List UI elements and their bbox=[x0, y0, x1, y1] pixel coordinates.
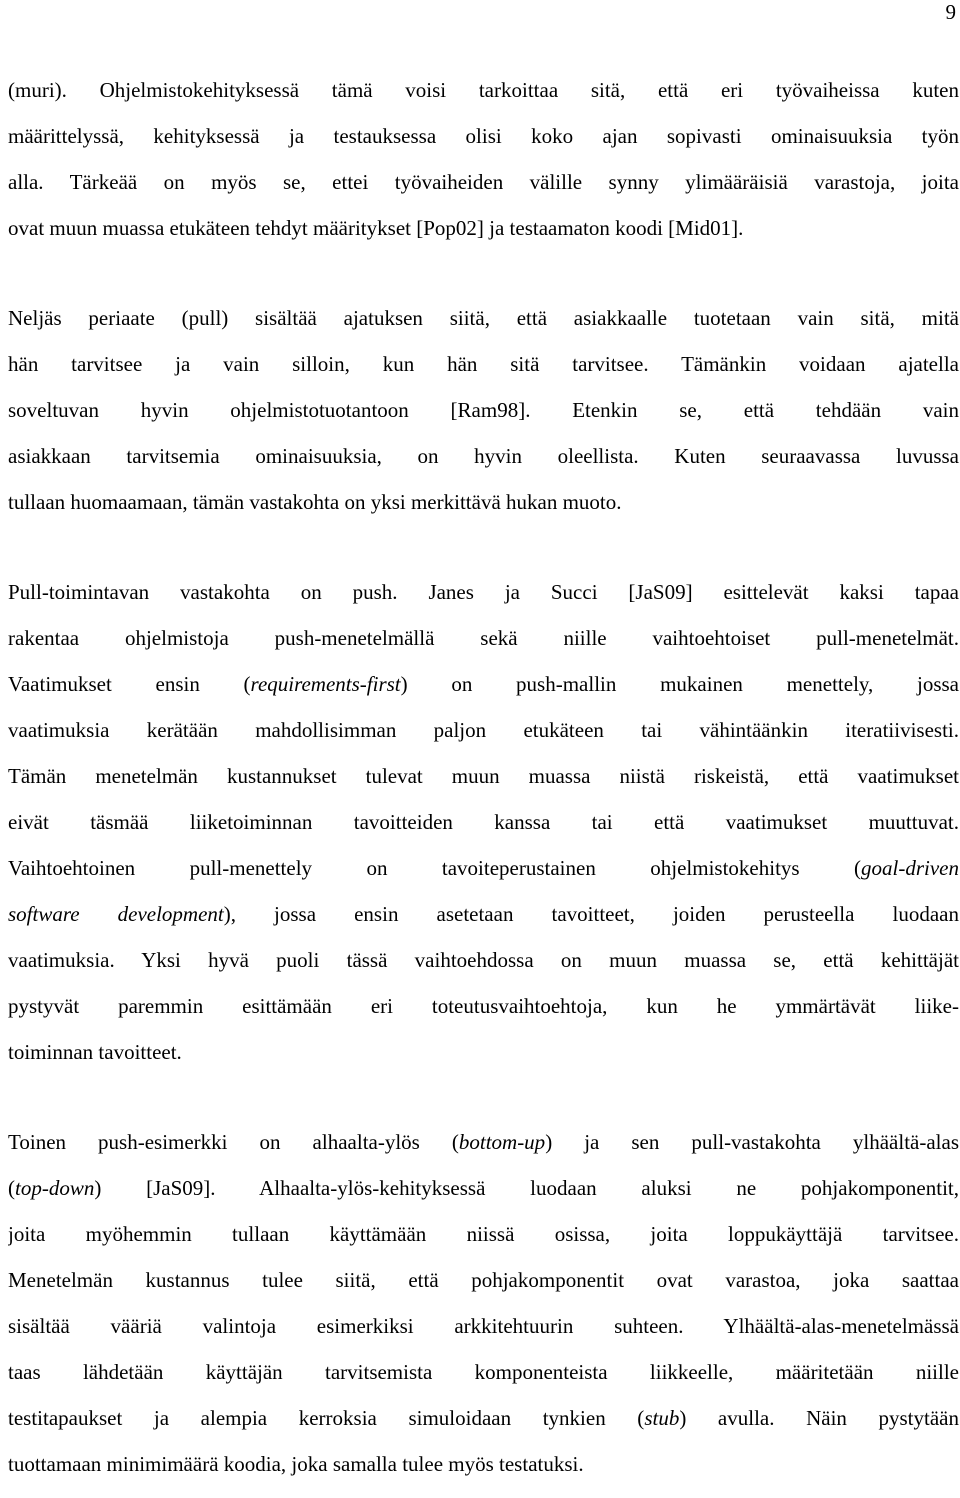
text-run: ), jossa ensin asetetaan tavoitteet, joiden perusteella luodaan bbox=[223, 902, 959, 926]
text-run: eivät täsmää liiketoiminnan tavoitteiden kanssa tai että vaatimukset muuttuvat. bbox=[8, 810, 959, 834]
text-line bbox=[8, 661, 959, 707]
text-line bbox=[8, 479, 959, 525]
text-line bbox=[8, 387, 959, 433]
text-line bbox=[8, 1303, 959, 1349]
text-run: ) ja sen pull-vastakohta ylhäältä-alas bbox=[545, 1130, 959, 1154]
text-run: Vaihtoehtoinen pull-menettely on tavoiteperustainen ohjelmistokehitys ( bbox=[8, 856, 862, 880]
paragraph-gap bbox=[8, 1075, 959, 1119]
text-run: Toinen push-esimerkki on alhaalta-ylös ( bbox=[8, 1130, 459, 1154]
text-run: hän tarvitsee ja vain silloin, kun hän sitä tarvitsee. Tämänkin voidaan ajatella bbox=[8, 352, 959, 376]
italic-term: requirements-first bbox=[250, 672, 401, 696]
text-run: pystyvät paremmin esittämään eri toteutusvaihtoehtoja, kun he ymmärtävät liike- bbox=[8, 994, 959, 1018]
text-run: vaatimuksia. Yksi hyvä puoli tässä vaihtoehdossa on muun muassa se, että kehittäjät bbox=[8, 948, 959, 972]
text-run: ) on push-mallin mukainen menettely, jossa bbox=[400, 672, 959, 696]
text-line bbox=[8, 295, 959, 341]
text-run: rakentaa ohjelmistoja push-menetelmällä sekä niille vaihtoehtoiset pull-menetelmät. bbox=[8, 626, 959, 650]
text-line bbox=[8, 1257, 959, 1303]
text-line bbox=[8, 1441, 959, 1487]
page-number: 9 bbox=[945, 0, 956, 24]
text-line bbox=[8, 205, 959, 251]
text-line bbox=[8, 799, 959, 845]
text-run: tullaan huomaamaan, tämän vastakohta on yksi merkittävä hukan muoto. bbox=[8, 490, 622, 514]
text-line bbox=[8, 1165, 959, 1211]
text-line bbox=[8, 615, 959, 661]
text-run: Pull-toimintavan vastakohta on push. Janes ja Succi [JaS09] esittelevät kaksi tapaa bbox=[8, 580, 959, 604]
italic-term: goal-driven bbox=[861, 856, 959, 880]
italic-term: top-down bbox=[15, 1176, 95, 1200]
italic-term: stub bbox=[644, 1406, 680, 1430]
text-run: ovat muun muassa etukäteen tehdyt määritykset [Pop02] ja testaamaton koodi [Mid01]. bbox=[8, 216, 744, 240]
text-line bbox=[8, 569, 959, 615]
paragraph bbox=[8, 67, 959, 251]
text-run: ( bbox=[8, 1176, 15, 1200]
text-run: ) avulla. Näin pystytään bbox=[679, 1406, 959, 1430]
paragraph-gap bbox=[8, 251, 959, 295]
document-body bbox=[8, 67, 959, 1487]
text-line bbox=[8, 341, 959, 387]
text-line bbox=[8, 1029, 959, 1075]
text-line bbox=[8, 1349, 959, 1395]
text-line bbox=[8, 707, 959, 753]
paragraph bbox=[8, 1119, 959, 1487]
text-run: taas lähdetään käyttäjän tarvitsemista komponenteista liikkeelle, määritetään niille bbox=[8, 1360, 959, 1384]
text-line bbox=[8, 891, 959, 937]
text-run: Tämän menetelmän kustannukset tulevat muun muassa niistä riskeistä, että vaatimukset bbox=[8, 764, 959, 788]
text-run: Menetelmän kustannus tulee siitä, että pohjakomponentit ovat varastoa, joka saattaa bbox=[8, 1268, 959, 1292]
text-line bbox=[8, 1119, 959, 1165]
text-run: Neljäs periaate (pull) sisältää ajatuksen siitä, että asiakkaalle tuotetaan vain sitä, mitä bbox=[8, 306, 959, 330]
text-run: joita myöhemmin tullaan käyttämään niissä osissa, joita loppukäyttäjä tarvitsee. bbox=[8, 1222, 959, 1246]
paragraph bbox=[8, 569, 959, 1075]
text-run: ) [JaS09]. Alhaalta-ylös-kehityksessä luodaan aluksi ne pohjakomponentit, bbox=[94, 1176, 959, 1200]
text-line bbox=[8, 113, 959, 159]
text-run: sisältää vääriä valintoja esimerkiksi arkkitehtuurin suhteen. Ylhäältä-alas-menetelmässä bbox=[8, 1314, 959, 1338]
text-run: toiminnan tavoitteet. bbox=[8, 1040, 182, 1064]
text-run: testitapaukset ja alempia kerroksia simuloidaan tynkien ( bbox=[8, 1406, 645, 1430]
text-line bbox=[8, 845, 959, 891]
text-line bbox=[8, 1395, 959, 1441]
text-line bbox=[8, 433, 959, 479]
paragraph-gap bbox=[8, 525, 959, 569]
text-run: asiakkaan tarvitsemia ominaisuuksia, on hyvin oleellista. Kuten seuraavassa luvussa bbox=[8, 444, 959, 468]
italic-term: bottom-up bbox=[458, 1130, 546, 1154]
text-line bbox=[8, 159, 959, 205]
italic-term: software development bbox=[8, 902, 224, 926]
paragraph bbox=[8, 295, 959, 525]
text-run: määrittelyssä, kehityksessä ja testauksessa olisi koko ajan sopivasti ominaisuuksia työn bbox=[8, 124, 959, 148]
text-line bbox=[8, 753, 959, 799]
text-line bbox=[8, 937, 959, 983]
text-run: soveltuvan hyvin ohjelmistotuotantoon [Ram98]. Etenkin se, että tehdään vain bbox=[8, 398, 959, 422]
text-run: alla. Tärkeää on myös se, ettei työvaiheiden välille synny ylimääräisiä varastoja, joita bbox=[8, 170, 959, 194]
text-run: (muri). Ohjelmistokehityksessä tämä voisi tarkoittaa sitä, että eri työvaiheissa kuten bbox=[8, 78, 959, 102]
text-line bbox=[8, 67, 959, 113]
text-line bbox=[8, 1211, 959, 1257]
text-line bbox=[8, 983, 959, 1029]
text-run: Vaatimukset ensin ( bbox=[8, 672, 251, 696]
text-run: vaatimuksia kerätään mahdollisimman paljon etukäteen tai vähintäänkin iteratiivisesti. bbox=[8, 718, 959, 742]
text-run: tuottamaan minimimäärä koodia, joka samalla tulee myös testatuksi. bbox=[8, 1452, 584, 1476]
